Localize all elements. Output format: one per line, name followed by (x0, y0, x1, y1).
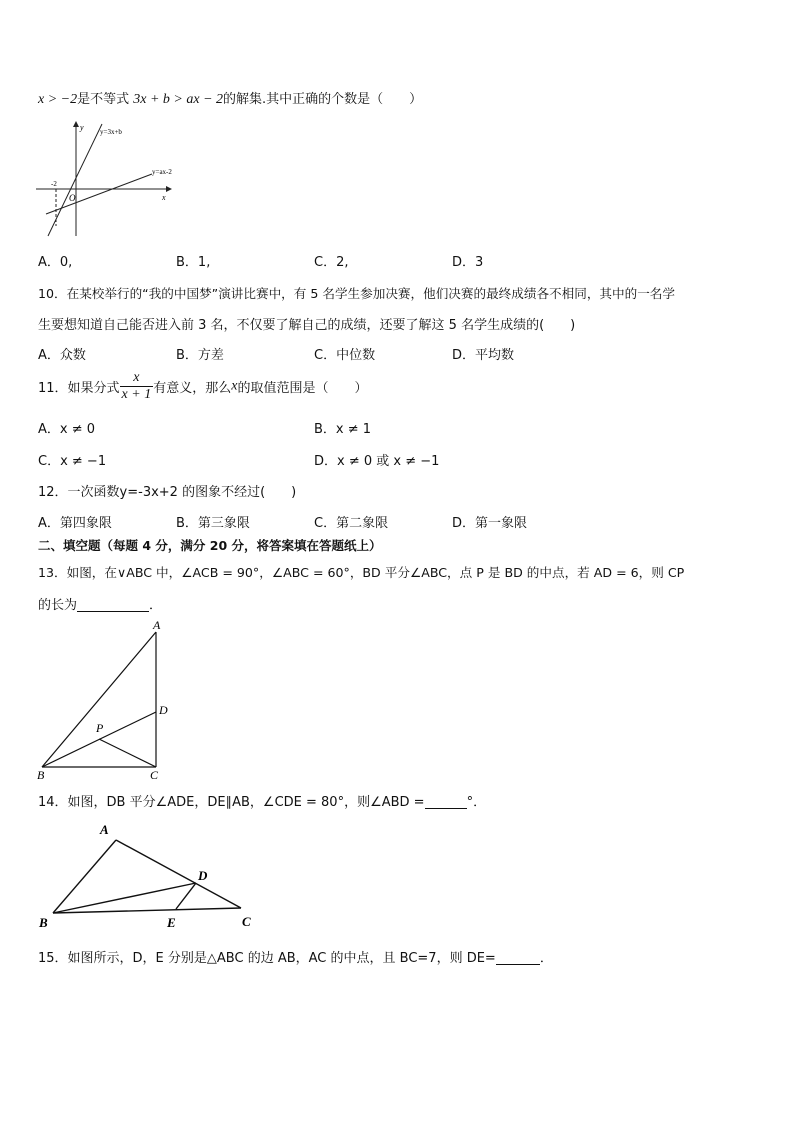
q10-line-1: 10．在某校举行的“我的中国梦”演讲比赛中，有 5 名学生参加决赛，他们决赛的最终成绩各不相同，其中的一名学 (38, 286, 675, 301)
q11-middle: 有意义，那么 (153, 381, 232, 396)
label-D: D (159, 703, 168, 717)
section-fill-in-title: 二、填空题（每题 4 分，满分 20 分，将答案填在答题纸上） (38, 538, 382, 553)
seg-AB (42, 632, 156, 767)
x-axis-label: x (162, 193, 166, 202)
q9-option-c[interactable]: C．2, (314, 255, 349, 270)
q11-option-b[interactable]: B．x ≠ 1 (314, 422, 372, 437)
q10-option-d[interactable]: D．平均数 (452, 348, 515, 363)
q9-stem (38, 88, 422, 108)
q10-option-b[interactable]: B．方差 (176, 348, 224, 363)
q13-line-1: 13．如图，在∨ABC 中，∠ACB = 90°，∠ABC = 60°，BD 平分∠ABC，点 P 是 BD 的中点，若 AD = 6，则 CP (38, 565, 685, 580)
q13-line-2 (38, 594, 162, 613)
q9-text-2: 的解集.其中正确的个数是（ ） (223, 92, 423, 107)
q9-text-1: 是不等式 (77, 92, 130, 107)
x-axis-arrow (166, 186, 172, 192)
seg-BC (53, 908, 241, 913)
q15-text: 15．如图所示，D，E 分别是△ABC 的边 AB，AC 的中点，且 BC=7，则 DE= (38, 951, 496, 966)
q15-answer-blank[interactable] (496, 950, 540, 965)
q12-stem: 12．一次函数y=-3x+2 的图象不经过( ) (38, 485, 297, 500)
seg-PC (99, 739, 156, 767)
label-B: B (39, 915, 48, 930)
q11-prefix: 11．如果分式 (38, 381, 120, 396)
line2-label: y=ax-2 (152, 168, 172, 176)
q13-answer-blank[interactable] (77, 597, 149, 612)
y-axis-arrow (73, 121, 79, 127)
label-A: A (100, 822, 109, 837)
q12-option-d[interactable]: D．第一象限 (452, 516, 528, 531)
q12-option-b[interactable]: B．第三象限 (176, 516, 250, 531)
q14-figure (36, 820, 266, 930)
q11-suffix: 的取值范围是（ ） (237, 381, 368, 396)
label-P: P (96, 721, 104, 735)
q9-graph (34, 118, 184, 240)
q15-stem (38, 947, 553, 966)
q13-line-2-text: 的长为 (38, 598, 78, 613)
tick-label: -2 (51, 180, 57, 188)
q10-line-2: 生要想知道自己能否进入前 3 名，不仅要了解自己的成绩，还要了解这 5 名学生成绩的( ) (38, 318, 576, 333)
label-C: C (242, 914, 251, 929)
q11-option-d[interactable]: D．x ≠ 0 或 x ≠ −1 (314, 454, 440, 469)
q11-option-a[interactable]: A．x ≠ 0 (38, 422, 96, 437)
q11-option-c[interactable]: C．x ≠ −1 (38, 454, 107, 469)
q13-period: ． (149, 598, 163, 613)
q9-math-1: x > −2 (38, 92, 78, 107)
q15-suffix: ． (539, 951, 553, 966)
q10-option-a[interactable]: A．众数 (38, 348, 86, 363)
line1-label: y=3x+b (100, 128, 122, 136)
q9-option-b[interactable]: B．1, (176, 255, 211, 270)
q11-var: x (231, 378, 238, 394)
origin-label: O (69, 193, 76, 203)
q11-fraction (120, 370, 154, 403)
label-D: D (198, 868, 208, 883)
line-ax-minus-2 (46, 174, 152, 214)
q13-figure (34, 618, 184, 784)
label-B: B (37, 768, 45, 782)
label-E: E (167, 915, 176, 930)
q12-option-a[interactable]: A．第四象限 (38, 516, 112, 531)
q14-suffix: °． (466, 795, 487, 810)
q9-math-2: 3x + b > ax − 2 (133, 92, 224, 107)
q12-option-c[interactable]: C．第二象限 (314, 516, 389, 531)
q14-text: 14．如图，DB 平分∠ADE，DE∥AB，∠CDE = 80°，则∠ABD = (38, 795, 425, 810)
q11-frac-den: x + 1 (121, 387, 152, 402)
q10-option-c[interactable]: C．中位数 (314, 348, 376, 363)
q9-option-d[interactable]: D．3 (452, 255, 484, 270)
q11-stem (38, 370, 367, 403)
seg-AC (116, 840, 241, 908)
q9-option-a[interactable]: A．0, (38, 255, 73, 270)
q14-answer-blank[interactable] (425, 794, 467, 809)
q14-stem (38, 791, 486, 810)
q11-frac-num: x (120, 370, 154, 387)
y-axis-label: y (80, 123, 84, 132)
label-A: A (153, 618, 161, 632)
label-C: C (150, 768, 159, 782)
